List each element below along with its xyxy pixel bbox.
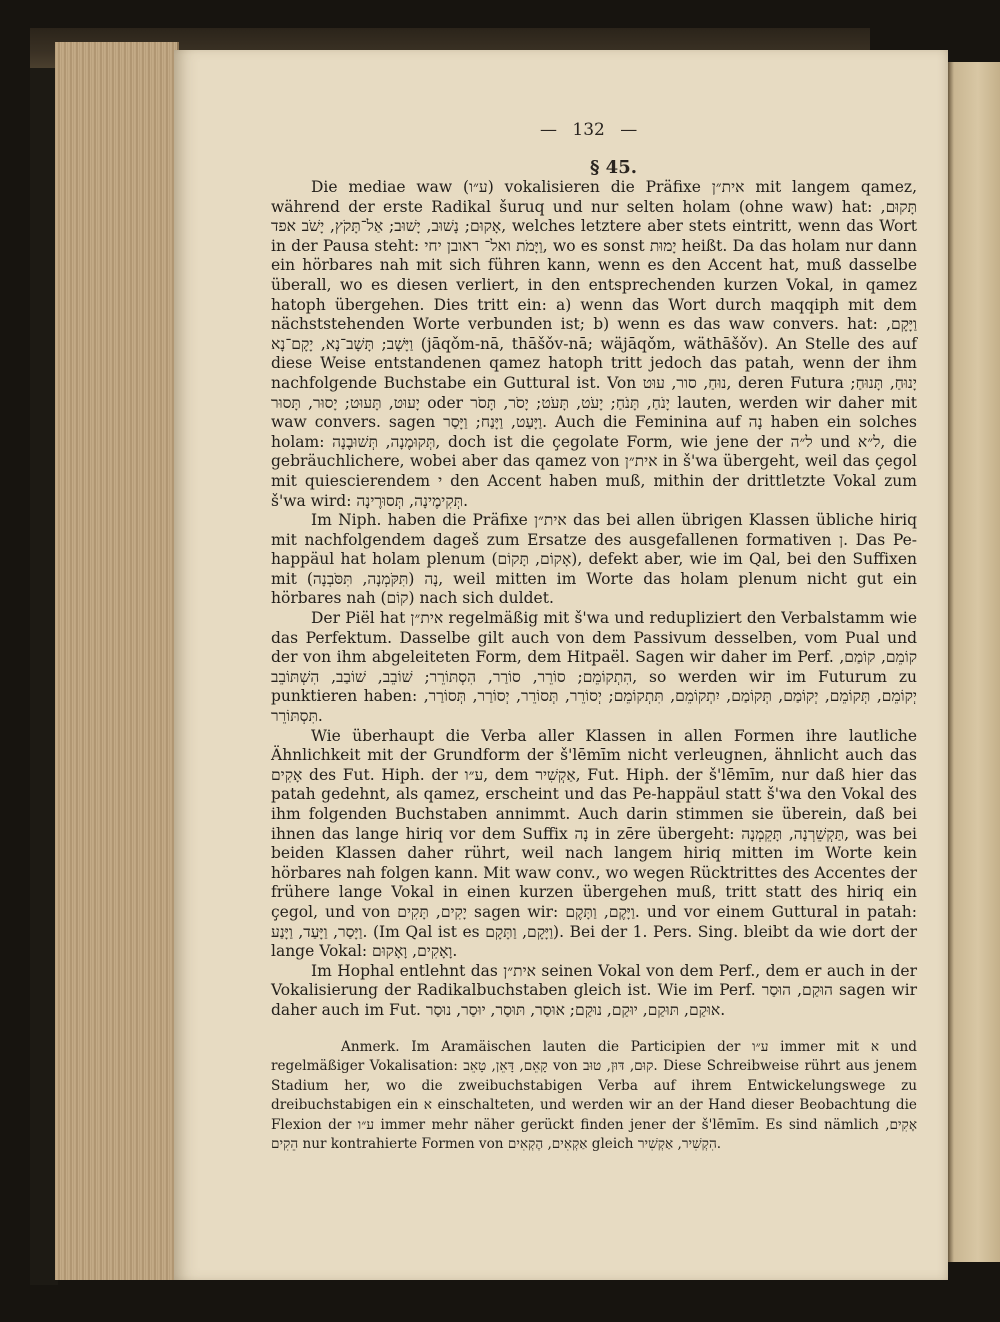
paragraph — [271, 178, 917, 511]
footnote-paragraph — [271, 1038, 917, 1154]
footnote-text: Anmerk. Im Aramäischen lauten die Participien der ע״ו immer mit א und regelmäßiger Vokalisation: קָאֵם, דָּאֵן, טָאֵב von קוּם, דּוּן, טוּב. Diese Schreibweise rührt aus jenem Stadium her, wo die zweibuchstabigen Verba auf ihrem Entwickelungswege zu dreibuchstabigen ein א einschalteten, und werden wir an der Hand dieser Beobachtung die Flexion der ע״ו immer mehr näher gerückt finden jener der š'lēmīm. Es sind nämlich אָקִים, הֵקִים nur kontrahierte Formen von אַקְאִים, הֶקְאִים gleich הִקְשִׁיר, אַקְשִׁיר. — [271, 1039, 917, 1153]
header-dash-left: — — [540, 120, 557, 140]
paragraph — [271, 962, 917, 1021]
footnote-anmerkung — [271, 1038, 917, 1154]
main-text — [271, 178, 917, 1021]
page-number: 132 — [572, 120, 605, 140]
header-dash-right: — — [620, 120, 638, 140]
paragraph-text: Im Hophal entlehnt das אית״ן seinen Vokal von dem Perf., dem er auch in der Vokalisierung der Radikalbuchstaben gleich ist. Wie im Perf. הוּקַם, הוּסַר sagen wir daher auch im Fut. אוּקַם, תּוּקַם, יוּקַם, נוּקַם; אוּסַר, תּוּסַר, יוּסַר, נוּסַר. — [271, 961, 918, 1019]
section-title: § 45. — [590, 157, 637, 178]
book-spine — [30, 40, 58, 1285]
paragraph — [271, 727, 917, 962]
paragraph-text: Im Niph. haben die Präfixe אית״ן das bei allen übrigen Klassen übliche hiriq mit nachfolgendem dageš zum Ersatze des ausgefallenen formativen ן. Das Pe-happäul hat holam plenum (אָקוֹם, תָּקוֹם), defekt aber, wie im Qal, bei den Suffixen mit נָה (תִּקֹּמְנָה, תִּסֹּבְנָה), weil mitten im Worte das holam plenum nicht gut ein hörbares nah (קוֹם) nach sich duldet. — [271, 511, 918, 608]
page-edges — [55, 42, 179, 1280]
paragraph — [271, 609, 917, 727]
paragraph-text: Der Piël hat אית״ן regelmäßig mit š'wa und redupliziert den Verbalstamm wie das Perfektum. Dasselbe gilt auch von dem Passivum desselben, vom Pual und der von ihm abgeleiteten Form, dem Hitpaël. Sagen wir daher im Perf. קוֹמֵם, קוֹמַם, הִתְקוֹמֵם; סוֹרֵר, סוֹרַר, הִסְתּוֹרֵר; שׁוֹבֵב, שׁוֹבַב, הִשְׁתּוֹבֵב, so werden wir im Futurum zu punktieren haben: יְקוֹמֵם, תְּקוֹמֵם, יְקוֹמַם, תְּקוֹמַם, יִתְקוֹמֵם, תִּתְקוֹמֵם; יְסוֹרֵר, תְּסוֹרֵר, יְסוֹרַר, תְּסוֹרַר, תִּסְתּוֹרֵר. — [271, 609, 917, 726]
paragraph-text: Die mediae waw (ע״ו) vokalisieren die Präfixe אית״ן mit langem qamez, während der erste Radikal šuruq und nur selten holam (ohne waw) hat: תָּקוּם, אָקוּם; נָשׁוּב, יָשׁוּב; אַל־תָּקֹץ, יָשֹׁב אפד, welches letztere aber stets eintritt, wenn das Wort in der Pausa steht: וַיָּמֹת ואל־ ראובן יחי, wo es sonst יָמוּת heißt. Da das holam nur dann ein hörbares nah mit sich führen kann, wenn es den Accent hat, muß dasselbe überall, wo es diesen verliert, in den entsprechenden kurzen Vokal, in qamez hatoph übergehen. Dies tritt ein: a) wenn das Wort durch maqqiph mit dem nächststehenden Worte verbunden ist; b) wenn es das waw convers. hat: וַיָּקָם, וַיָּשָׁב; תָּשָׁב־נָא, יָקָם־נָא (jāqǒm-nā, thāšǒv-nā; wäjāqǒm, wäthāšǒv). An Stelle des auf diese Weise entstandenen qamez hatoph tritt jedoch das patah, wenn der ihm nachfolgende Buchstabe ein Guttural ist. Von נוּחַ, סור, עוּט, deren Futura יָנוּחַ, תָּנוּחַ; יָעוּט, תָּעוּט; יָסוּר, תָּסוּר oder יָנֹחַ, תָּנֹחַ; יָעֹט, תָּעֹט; יָסֹר, תָּסֹר lauten, werden wir daher mit waw convers. sagen וַיָּעַט, וַיָּנַח; וַיָּסַר. Auch die Feminina auf נָה haben ein solches holam: תְּקוּמֶנָה, תְּשׁוּבֶנָה, doch ist die çegolate Form, wie jene der ל״ה und ל״א, die gebräuchlichere, wobei aber das qamez von אית״ן in š'wa übergeht, weil das çegol mit quiescierendem י den Accent haben muß, mithin der drittletzte Vokal zum š'wa wird: תְּקִימֶינָה, תְּסוּרֶינָה. — [271, 178, 918, 510]
page-header — [540, 120, 637, 140]
paragraph — [271, 511, 917, 609]
right-page-leaf — [948, 62, 1000, 1262]
paragraph-text: Wie überhaupt die Verba aller Klassen in allen Formen ihre lautliche Ähnlichkeit mit der Grundform der š'lēmīm nicht verleugnen, ähnlicht auch das אָקִים des Fut. Hiph. der ע״ו, dem אַקְשִׁיר, Fut. Hiph. der š'lēmīm, nur daß hier das patah gedehnt, als qamez, erscheint und das Pe-happäul statt š'wa den Vokal des ihm folgenden Buchstaben annimmt. Auch darin stimmen sie überein, daß bei ihnen das lange hiriq vor dem Suffix נָה in zēre übergeht: תַּקְשֵׁרְנָה, תָּקֵמְנָה, was bei beiden Klassen daher rührt, weil nach langem hiriq mitten im Worte kein hörbares nah folgen kann. Mit waw conv., wo wegen Rücktrittes des Accentes der frühere lange Vokal in einen kurzen übergehen muß, tritt statt des hiriq ein çegol, und von יָקִים, תָּקִים sagen wir: וַיָּקֶם, וַתָּקֶם. und vor einem Guttural in patah: וַיָּסַר, וַיָּעַד, וַיָּנַע. (Im Qal ist es וַיָּקָם, וַתָּקָם). Bei der 1. Pers. Sing. bleibt da wie dort der lange Vokal: וָאָקִים, וָאָקוּם. — [271, 726, 918, 961]
